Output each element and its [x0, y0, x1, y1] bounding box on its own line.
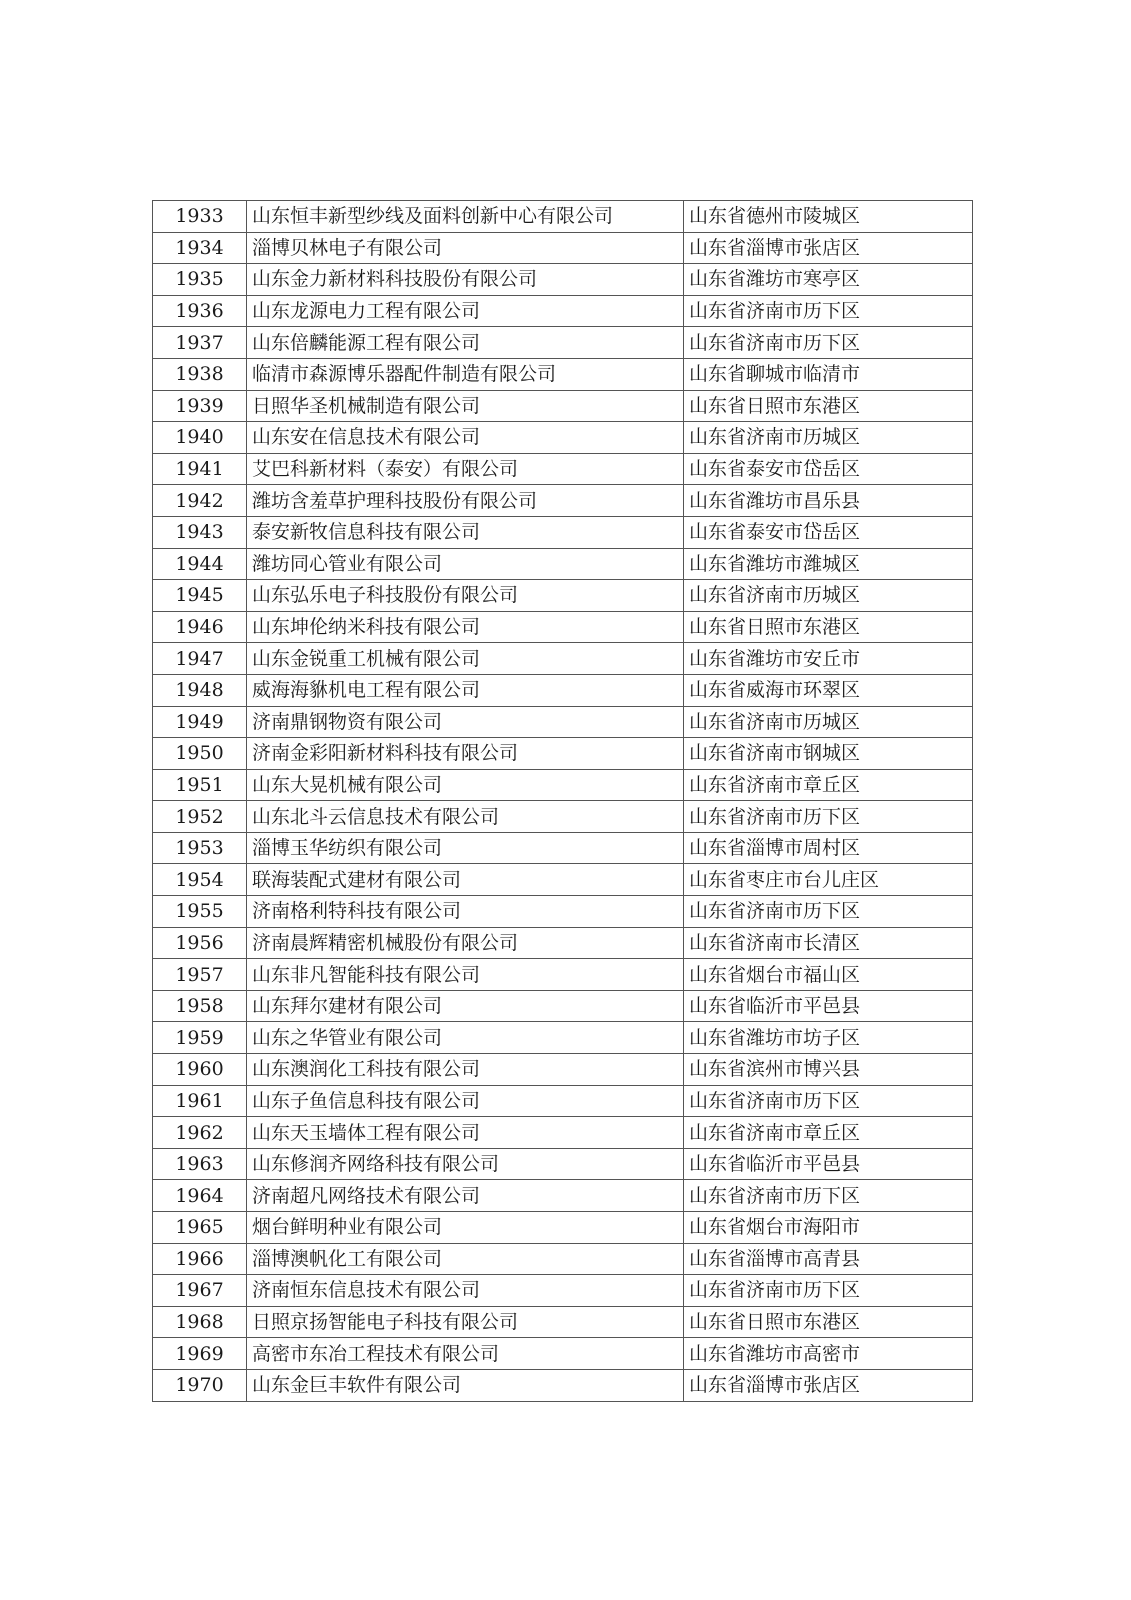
- row-number-cell: 1970: [153, 1369, 247, 1401]
- company-name-cell: 山东澳润化工科技有限公司: [247, 1054, 684, 1086]
- company-name-cell: 山东龙源电力工程有限公司: [247, 295, 684, 327]
- table-row: [153, 390, 973, 422]
- company-name-cell: 潍坊同心管业有限公司: [247, 548, 684, 580]
- table-row: [153, 422, 973, 454]
- company-name-cell: 联海装配式建材有限公司: [247, 864, 684, 896]
- table-row: [153, 1085, 973, 1117]
- row-number-cell: 1958: [153, 990, 247, 1022]
- table-row: [153, 580, 973, 612]
- location-cell: 山东省潍坊市昌乐县: [684, 485, 973, 517]
- row-number-cell: 1968: [153, 1306, 247, 1338]
- row-number-cell: 1953: [153, 832, 247, 864]
- company-name-cell: 泰安新牧信息科技有限公司: [247, 516, 684, 548]
- row-number-cell: 1967: [153, 1275, 247, 1307]
- table-row: [153, 1212, 973, 1244]
- company-name-cell: 济南格利特科技有限公司: [247, 896, 684, 928]
- table-row: [153, 485, 973, 517]
- location-cell: 山东省淄博市周村区: [684, 832, 973, 864]
- row-number-cell: 1960: [153, 1054, 247, 1086]
- company-name-cell: 山东修润齐网络科技有限公司: [247, 1148, 684, 1180]
- location-cell: 山东省淄博市高青县: [684, 1243, 973, 1275]
- location-cell: 山东省济南市章丘区: [684, 769, 973, 801]
- location-cell: 山东省日照市东港区: [684, 390, 973, 422]
- row-number-cell: 1959: [153, 1022, 247, 1054]
- table-row: [153, 1117, 973, 1149]
- location-cell: 山东省泰安市岱岳区: [684, 516, 973, 548]
- location-cell: 山东省枣庄市台儿庄区: [684, 864, 973, 896]
- row-number-cell: 1948: [153, 674, 247, 706]
- location-cell: 山东省济南市长清区: [684, 927, 973, 959]
- table-row: [153, 738, 973, 770]
- table-row: [153, 327, 973, 359]
- table-row: [153, 864, 973, 896]
- company-name-cell: 潍坊含羞草护理科技股份有限公司: [247, 485, 684, 517]
- row-number-cell: 1954: [153, 864, 247, 896]
- table-row: [153, 1338, 973, 1370]
- location-cell: 山东省济南市历下区: [684, 1180, 973, 1212]
- table-row: [153, 990, 973, 1022]
- table-row: [153, 1022, 973, 1054]
- row-number-cell: 1947: [153, 643, 247, 675]
- location-cell: 山东省临沂市平邑县: [684, 990, 973, 1022]
- table-row: [153, 1148, 973, 1180]
- location-cell: 山东省潍坊市坊子区: [684, 1022, 973, 1054]
- location-cell: 山东省济南市历城区: [684, 580, 973, 612]
- row-number-cell: 1944: [153, 548, 247, 580]
- location-cell: 山东省济南市历下区: [684, 327, 973, 359]
- table-row: [153, 1275, 973, 1307]
- location-cell: 山东省烟台市福山区: [684, 959, 973, 991]
- location-cell: 山东省潍坊市高密市: [684, 1338, 973, 1370]
- company-name-cell: 山东非凡智能科技有限公司: [247, 959, 684, 991]
- table-row: [153, 674, 973, 706]
- table-row: [153, 643, 973, 675]
- table-row: [153, 1243, 973, 1275]
- company-name-cell: 临清市森源博乐器配件制造有限公司: [247, 358, 684, 390]
- location-cell: 山东省济南市历下区: [684, 1275, 973, 1307]
- location-cell: 山东省济南市钢城区: [684, 738, 973, 770]
- row-number-cell: 1950: [153, 738, 247, 770]
- company-name-cell: 日照京扬智能电子科技有限公司: [247, 1306, 684, 1338]
- table-row: [153, 832, 973, 864]
- row-number-cell: 1940: [153, 422, 247, 454]
- location-cell: 山东省济南市历下区: [684, 801, 973, 833]
- company-name-cell: 山东拜尔建材有限公司: [247, 990, 684, 1022]
- table-row: [153, 611, 973, 643]
- table-row: [153, 232, 973, 264]
- company-name-cell: 山东天玉墙体工程有限公司: [247, 1117, 684, 1149]
- company-name-cell: 艾巴科新材料（泰安）有限公司: [247, 453, 684, 485]
- table-row: [153, 358, 973, 390]
- row-number-cell: 1965: [153, 1212, 247, 1244]
- location-cell: 山东省威海市环翠区: [684, 674, 973, 706]
- location-cell: 山东省聊城市临清市: [684, 358, 973, 390]
- company-name-cell: 山东金锐重工机械有限公司: [247, 643, 684, 675]
- location-cell: 山东省济南市历城区: [684, 422, 973, 454]
- table-row: [153, 264, 973, 296]
- location-cell: 山东省济南市章丘区: [684, 1117, 973, 1149]
- company-name-cell: 淄博玉华纺织有限公司: [247, 832, 684, 864]
- company-name-cell: 淄博贝林电子有限公司: [247, 232, 684, 264]
- table-row: [153, 516, 973, 548]
- company-name-cell: 山东子鱼信息科技有限公司: [247, 1085, 684, 1117]
- row-number-cell: 1956: [153, 927, 247, 959]
- table-row: [153, 896, 973, 928]
- row-number-cell: 1963: [153, 1148, 247, 1180]
- company-name-cell: 威海海貅机电工程有限公司: [247, 674, 684, 706]
- location-cell: 山东省潍坊市潍城区: [684, 548, 973, 580]
- company-name-cell: 高密市东冶工程技术有限公司: [247, 1338, 684, 1370]
- location-cell: 山东省日照市东港区: [684, 1306, 973, 1338]
- company-name-cell: 山东金力新材料科技股份有限公司: [247, 264, 684, 296]
- location-cell: 山东省济南市历下区: [684, 295, 973, 327]
- company-list-table: [152, 200, 973, 1402]
- row-number-cell: 1955: [153, 896, 247, 928]
- location-cell: 山东省德州市陵城区: [684, 201, 973, 233]
- company-name-cell: 山东之华管业有限公司: [247, 1022, 684, 1054]
- row-number-cell: 1941: [153, 453, 247, 485]
- table-row: [153, 1180, 973, 1212]
- table-row: [153, 1369, 973, 1401]
- location-cell: 山东省潍坊市安丘市: [684, 643, 973, 675]
- table-row: [153, 295, 973, 327]
- row-number-cell: 1935: [153, 264, 247, 296]
- row-number-cell: 1962: [153, 1117, 247, 1149]
- row-number-cell: 1937: [153, 327, 247, 359]
- company-name-cell: 山东北斗云信息技术有限公司: [247, 801, 684, 833]
- row-number-cell: 1936: [153, 295, 247, 327]
- table-row: [153, 201, 973, 233]
- row-number-cell: 1966: [153, 1243, 247, 1275]
- row-number-cell: 1933: [153, 201, 247, 233]
- row-number-cell: 1969: [153, 1338, 247, 1370]
- row-number-cell: 1949: [153, 706, 247, 738]
- table-row: [153, 927, 973, 959]
- location-cell: 山东省济南市历城区: [684, 706, 973, 738]
- row-number-cell: 1961: [153, 1085, 247, 1117]
- row-number-cell: 1938: [153, 358, 247, 390]
- location-cell: 山东省淄博市张店区: [684, 232, 973, 264]
- location-cell: 山东省滨州市博兴县: [684, 1054, 973, 1086]
- table-body: [153, 201, 973, 1402]
- location-cell: 山东省潍坊市寒亭区: [684, 264, 973, 296]
- company-name-cell: 济南鼎钢物资有限公司: [247, 706, 684, 738]
- row-number-cell: 1939: [153, 390, 247, 422]
- company-name-cell: 济南晨辉精密机械股份有限公司: [247, 927, 684, 959]
- row-number-cell: 1934: [153, 232, 247, 264]
- table-row: [153, 706, 973, 738]
- location-cell: 山东省烟台市海阳市: [684, 1212, 973, 1244]
- row-number-cell: 1943: [153, 516, 247, 548]
- row-number-cell: 1946: [153, 611, 247, 643]
- company-name-cell: 淄博澳帆化工有限公司: [247, 1243, 684, 1275]
- row-number-cell: 1951: [153, 769, 247, 801]
- location-cell: 山东省临沂市平邑县: [684, 1148, 973, 1180]
- location-cell: 山东省泰安市岱岳区: [684, 453, 973, 485]
- table-row: [153, 959, 973, 991]
- location-cell: 山东省日照市东港区: [684, 611, 973, 643]
- table-row: [153, 801, 973, 833]
- table-row: [153, 1306, 973, 1338]
- company-name-cell: 山东倍麟能源工程有限公司: [247, 327, 684, 359]
- company-name-cell: 山东安在信息技术有限公司: [247, 422, 684, 454]
- company-name-cell: 日照华圣机械制造有限公司: [247, 390, 684, 422]
- location-cell: 山东省淄博市张店区: [684, 1369, 973, 1401]
- company-name-cell: 济南恒东信息技术有限公司: [247, 1275, 684, 1307]
- company-name-cell: 山东金巨丰软件有限公司: [247, 1369, 684, 1401]
- row-number-cell: 1957: [153, 959, 247, 991]
- location-cell: 山东省济南市历下区: [684, 896, 973, 928]
- company-name-cell: 烟台鲜明种业有限公司: [247, 1212, 684, 1244]
- company-name-cell: 山东弘乐电子科技股份有限公司: [247, 580, 684, 612]
- table-row: [153, 1054, 973, 1086]
- company-name-cell: 济南超凡网络技术有限公司: [247, 1180, 684, 1212]
- row-number-cell: 1964: [153, 1180, 247, 1212]
- row-number-cell: 1945: [153, 580, 247, 612]
- company-name-cell: 山东坤伦纳米科技有限公司: [247, 611, 684, 643]
- company-name-cell: 山东大晃机械有限公司: [247, 769, 684, 801]
- row-number-cell: 1952: [153, 801, 247, 833]
- company-name-cell: 山东恒丰新型纱线及面料创新中心有限公司: [247, 201, 684, 233]
- table-row: [153, 453, 973, 485]
- table-row: [153, 769, 973, 801]
- company-name-cell: 济南金彩阳新材料科技有限公司: [247, 738, 684, 770]
- row-number-cell: 1942: [153, 485, 247, 517]
- table-row: [153, 548, 973, 580]
- location-cell: 山东省济南市历下区: [684, 1085, 973, 1117]
